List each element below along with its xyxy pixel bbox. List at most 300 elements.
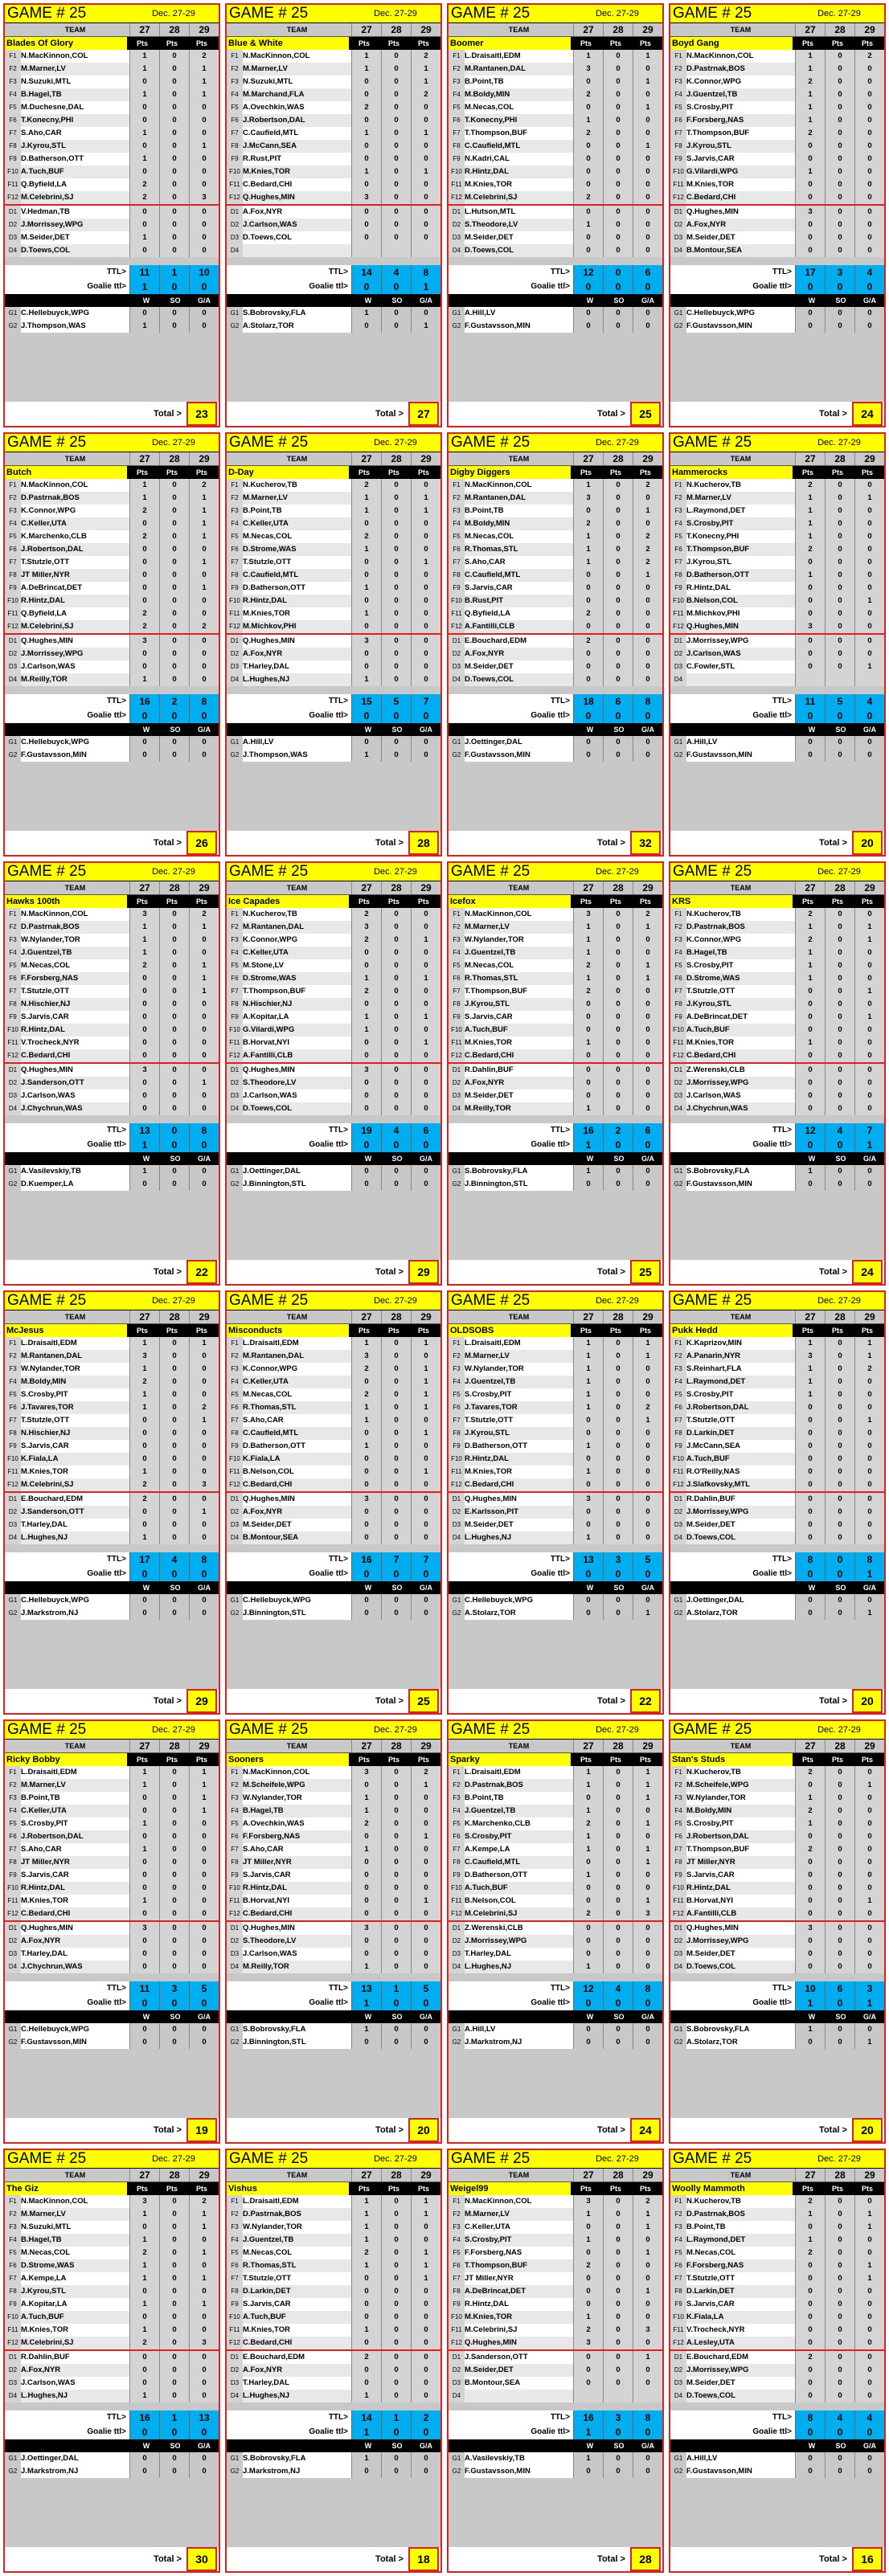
day-29-points: 0 — [633, 153, 662, 166]
day-28-points: 0 — [381, 206, 411, 219]
player-name: C.Bedard,CHI — [243, 1907, 351, 1920]
skater-row — [227, 1466, 440, 1478]
day-27-points: 0 — [129, 517, 159, 530]
day-29-points: 0 — [633, 635, 662, 648]
day-28-points: 0 — [381, 1350, 411, 1363]
goalie-total-row — [670, 2425, 884, 2439]
position-slot: F2 — [674, 494, 682, 501]
day-28-points: 0 — [159, 2377, 189, 2390]
ttl-value: 0 — [159, 1123, 189, 1138]
goalie-row — [5, 1178, 219, 1191]
goalie-name: S.Bobrovsky,FLA — [243, 2452, 351, 2465]
day-28-points: 0 — [825, 219, 854, 231]
player-name: Q.Hughes,MIN — [243, 635, 351, 648]
player-name: C.Bedard,CHI — [243, 1478, 351, 1491]
shutouts-value: 0 — [825, 320, 854, 333]
position-slot: D2 — [8, 221, 18, 228]
day-28-points: 0 — [159, 1961, 189, 1973]
goalie-ttl-value: 1 — [351, 1996, 381, 2010]
skater-row — [227, 50, 440, 63]
goalie-name: A.Hill,LV — [243, 736, 351, 749]
day-28-points: 0 — [381, 517, 411, 530]
day-29-points: 0 — [633, 231, 662, 244]
skater-row — [670, 50, 884, 63]
player-name: D.Toews,COL — [686, 1531, 795, 1544]
wins-label: W — [364, 2013, 372, 2021]
day-27-points: 3 — [351, 1766, 381, 1779]
date-29-label: 29 — [411, 881, 440, 894]
skater-row — [5, 1920, 219, 1935]
day-29-points: 0 — [854, 1818, 884, 1830]
day-29-points: 0 — [854, 219, 884, 231]
skater-row — [449, 2337, 662, 2349]
position-slot: F11 — [7, 610, 18, 617]
shutouts-value: 0 — [381, 1165, 411, 1178]
skater-row — [670, 1401, 884, 1414]
player-name: W.Nylander,TOR — [243, 2221, 351, 2234]
skater-row — [449, 543, 662, 556]
day-28-points: 0 — [825, 2247, 854, 2259]
day-28-points: 0 — [381, 985, 411, 998]
skater-row — [670, 2234, 884, 2247]
day-28-points: 0 — [603, 1350, 633, 1363]
day-27-points: 0 — [573, 166, 603, 178]
position-slot: F11 — [229, 2326, 240, 2333]
position-slot: F8 — [9, 1000, 17, 1008]
player-name: J.Slafkovsky,MTL — [686, 1478, 795, 1491]
goalie-header-row — [670, 1152, 884, 1165]
day-29-points: 0 — [633, 1830, 662, 1843]
skater-row — [227, 191, 440, 204]
position-slot: F1 — [674, 52, 682, 59]
day-27-points: 0 — [351, 206, 381, 219]
day-29-points: 0 — [633, 1090, 662, 1102]
day-27-points: 0 — [129, 660, 159, 673]
day-27-points: 2 — [351, 2351, 381, 2364]
goals-against-label: G/A — [419, 1584, 432, 1592]
ttl-value: 7 — [411, 694, 440, 709]
day-29-points: 3 — [189, 1478, 219, 1491]
day-29-points: 0 — [633, 2377, 662, 2390]
position-slot: F11 — [451, 2326, 462, 2333]
skater-row — [449, 1363, 662, 1376]
game-number: GAME # 25 — [229, 434, 309, 451]
skater-row — [5, 1478, 219, 1491]
day-27-points: 1 — [351, 63, 381, 76]
day-28-points: 0 — [381, 1766, 411, 1779]
day-29-points: 0 — [189, 1895, 219, 1907]
position-slot: F2 — [453, 2210, 461, 2218]
player-name: J.Morrissey,WPG — [686, 1935, 795, 1948]
day-29-points: 0 — [411, 479, 440, 492]
skater-row — [670, 582, 884, 595]
player-name: J.Kyrou,STL — [686, 556, 795, 569]
skater-row — [449, 1414, 662, 1427]
day-28-points: 0 — [159, 101, 189, 114]
game-dates: Dec. 27-29 — [152, 2154, 195, 2164]
skater-row — [449, 1102, 662, 1115]
day-27-points: 0 — [795, 985, 825, 998]
player-name: T.Thompson,BUF — [686, 127, 795, 140]
team-column-label: TEAM — [508, 1742, 530, 1750]
pts-label: Pts — [822, 1753, 852, 1766]
player-name: T.Stutzle,OTT — [686, 2272, 795, 2285]
position-slot: F12 — [229, 1910, 240, 1917]
day-27-points: 3 — [795, 206, 825, 219]
day-27-points: 1 — [129, 50, 159, 63]
position-slot: F5 — [674, 533, 682, 540]
day-28-points: 0 — [603, 140, 633, 153]
goalie-ttl-value: 1 — [129, 280, 159, 294]
card-header — [227, 1721, 440, 1740]
day-28-points: 0 — [159, 1102, 189, 1115]
day-29-points: 0 — [411, 947, 440, 959]
skater-row — [670, 1830, 884, 1843]
position-slot: F1 — [453, 1768, 461, 1776]
day-28-points: 0 — [603, 934, 633, 947]
position-slot: F5 — [453, 1391, 461, 1398]
player-name: J.Kyrou,STL — [465, 1427, 573, 1440]
skater-row — [227, 1401, 440, 1414]
skater-row — [670, 673, 884, 686]
skater-row — [5, 63, 219, 76]
date-27-label: 27 — [573, 881, 603, 894]
goalie-header-row — [5, 1581, 219, 1594]
date-29-label: 29 — [633, 2169, 662, 2181]
ttl-value: 4 — [854, 265, 884, 280]
position-slot: D3 — [674, 1521, 683, 1528]
day-28-points: 0 — [381, 1779, 411, 1792]
column-header-row — [670, 1740, 884, 1753]
day-28-points: 0 — [159, 231, 189, 244]
day-28-points: 0 — [159, 479, 189, 492]
ttl-label: TTL> — [772, 697, 792, 705]
skater-row — [670, 517, 884, 530]
position-slot: F10 — [229, 2313, 240, 2320]
day-28-points: 0 — [381, 569, 411, 582]
day-29-points: 1 — [854, 492, 884, 505]
day-28-points: 0 — [381, 1792, 411, 1805]
total-row — [449, 831, 662, 855]
skater-row — [449, 660, 662, 673]
position-slot: D4 — [8, 1105, 18, 1112]
day-28-points: 0 — [381, 1427, 411, 1440]
team-name: Boomer — [449, 37, 571, 50]
skater-row — [227, 934, 440, 947]
day-28-points: 0 — [381, 673, 411, 686]
date-27-label: 27 — [129, 1740, 159, 1752]
skater-total-row — [449, 1552, 662, 1567]
wins-value: 0 — [795, 1607, 825, 1620]
day-29-points: 1 — [189, 2247, 219, 2259]
day-27-points: 1 — [573, 2208, 603, 2221]
day-27-points: 3 — [795, 1350, 825, 1363]
player-name: T.Harley,DAL — [243, 2377, 351, 2390]
day-28-points: 0 — [825, 1779, 854, 1792]
day-27-points: 0 — [795, 2298, 825, 2311]
goals-against-label: G/A — [419, 296, 432, 305]
position-slot: F6 — [9, 2262, 17, 2269]
day-28-points: 0 — [381, 166, 411, 178]
goalie-total-row — [670, 1138, 884, 1152]
day-29-points: 1 — [189, 1414, 219, 1427]
wins-value: 0 — [573, 2023, 603, 2036]
day-27-points: 1 — [573, 1766, 603, 1779]
skater-row — [670, 1077, 884, 1090]
skater-row — [5, 140, 219, 153]
day-28-points: 0 — [825, 140, 854, 153]
wins-label: W — [808, 1584, 816, 1592]
ttl-label: TTL> — [550, 1555, 570, 1564]
skater-total-row — [670, 1981, 884, 1996]
day-29-points — [854, 673, 884, 686]
ttl-value: 15 — [351, 694, 381, 709]
player-name: A.Fantilli,CLB — [243, 1049, 351, 1062]
day-29-points: 0 — [633, 673, 662, 686]
pts-label: Pts — [349, 2182, 379, 2195]
player-name: M.Marner,LV — [21, 1779, 129, 1792]
day-28-points: 0 — [159, 219, 189, 231]
day-28-points: 0 — [603, 1090, 633, 1102]
day-27-points: 0 — [351, 2377, 381, 2390]
position-slot: F3 — [674, 2223, 682, 2230]
day-27-points: 3 — [129, 2195, 159, 2208]
position-slot: F9 — [674, 1013, 682, 1020]
day-27-points: 0 — [795, 2364, 825, 2377]
position-slot: F3 — [231, 1794, 239, 1801]
day-29-points: 0 — [854, 648, 884, 660]
day-27-points: 0 — [795, 1531, 825, 1544]
goalie-row — [5, 2452, 219, 2465]
pts-label: Pts — [630, 466, 660, 479]
skater-row — [227, 569, 440, 582]
player-name: A.Kopitar,LA — [243, 1011, 351, 1024]
position-slot: F12 — [229, 623, 240, 630]
position-slot: F8 — [453, 142, 461, 149]
day-28-points: 0 — [381, 2351, 411, 2364]
position-slot: G1 — [452, 1597, 461, 1604]
total-value: 29 — [186, 1689, 217, 1713]
position-slot: D1 — [230, 1066, 240, 1073]
position-slot: D4 — [452, 1963, 461, 1970]
day-27-points: 0 — [795, 2285, 825, 2298]
shutouts-label: SO — [170, 1584, 181, 1592]
day-29-points: 0 — [189, 1388, 219, 1401]
day-27-points: 1 — [573, 50, 603, 63]
player-name: T.Thompson,BUF — [686, 543, 795, 556]
player-name: S.Theodore,LV — [243, 1077, 351, 1090]
day-27-points: 0 — [129, 569, 159, 582]
wins-label: W — [364, 1584, 372, 1592]
day-28-points: 0 — [381, 921, 411, 934]
player-name: L.Hughes,NJ — [465, 1531, 573, 1544]
player-name: A.Fox,NYR — [21, 2364, 129, 2377]
position-slot: F1 — [453, 1339, 461, 1347]
player-name: M.Seider,DET — [465, 1090, 573, 1102]
player-name: C.Bedard,CHI — [465, 1478, 573, 1491]
day-29-points: 0 — [189, 1011, 219, 1024]
skater-row — [5, 1011, 219, 1024]
player-name: M.Boldy,MIN — [465, 517, 573, 530]
day-28-points: 0 — [159, 1856, 189, 1869]
day-27-points: 2 — [351, 934, 381, 947]
day-29-points: 1 — [854, 595, 884, 607]
day-28-points: 0 — [603, 1478, 633, 1491]
total-row — [670, 831, 884, 855]
day-29-points: 0 — [633, 1011, 662, 1024]
day-27-points: 3 — [129, 1350, 159, 1363]
shutouts-value: 0 — [381, 320, 411, 333]
position-slot: G2 — [452, 2038, 461, 2046]
day-27-points: 0 — [129, 1077, 159, 1090]
skater-row — [5, 178, 219, 191]
day-29-points: 2 — [411, 50, 440, 63]
day-27-points: 0 — [795, 153, 825, 166]
day-27-points: 3 — [795, 1922, 825, 1935]
position-slot: F4 — [231, 2236, 239, 2243]
player-name: N.MacKinnon,COL — [686, 50, 795, 63]
player-name: J.Robertson,DAL — [21, 543, 129, 556]
skater-total-row — [5, 1981, 219, 1996]
day-28-points: 0 — [603, 1102, 633, 1115]
day-28-points: 0 — [159, 1049, 189, 1062]
skater-row — [670, 1869, 884, 1882]
player-name: E.Karlsson,PIT — [465, 1506, 573, 1519]
game-dates: Dec. 27-29 — [152, 438, 195, 448]
skater-row — [449, 244, 662, 257]
ttl-value: 10 — [189, 265, 219, 280]
day-27-points: 0 — [351, 569, 381, 582]
date-27-label: 27 — [129, 881, 159, 894]
day-27-points: 1 — [129, 2324, 159, 2337]
player-name: J.Morrissey,WPG — [21, 648, 129, 660]
day-28-points: 0 — [159, 1440, 189, 1453]
shutouts-value: 0 — [381, 2036, 411, 2049]
total-value: 22 — [630, 1689, 661, 1713]
day-28-points: 0 — [603, 1077, 633, 1090]
wins-label: W — [142, 1584, 150, 1592]
day-29-points: 0 — [411, 219, 440, 231]
team-card — [3, 432, 220, 857]
goals-against-value: 0 — [189, 2465, 219, 2478]
position-slot: F8 — [9, 1858, 17, 1866]
goalie-name: J.Binnington,STL — [243, 2036, 351, 2049]
goalie-row — [670, 320, 884, 333]
total-row — [670, 2118, 884, 2142]
ttl-value: 1 — [381, 2410, 411, 2425]
total-row — [227, 831, 440, 855]
day-28-points: 0 — [603, 127, 633, 140]
player-name: N.Suzuki,MTL — [243, 76, 351, 88]
skater-row — [227, 2195, 440, 2208]
skater-row — [227, 1766, 440, 1779]
total-label: Total > — [819, 838, 847, 848]
team-name: Misconducts — [227, 1324, 349, 1337]
day-27-points: 1 — [573, 1805, 603, 1818]
shutouts-label: SO — [391, 1584, 403, 1592]
goals-against-value: 0 — [633, 320, 662, 333]
position-slot: G2 — [230, 2468, 240, 2475]
player-name: K.Connor,WPG — [686, 934, 795, 947]
day-27-points: 0 — [129, 1506, 159, 1519]
team-name: Weigel99 — [449, 2182, 571, 2195]
goals-against-value: 0 — [411, 1178, 440, 1191]
day-28-points: 0 — [381, 492, 411, 505]
game-dates: Dec. 27-29 — [817, 1725, 861, 1735]
team-card — [225, 432, 442, 857]
date-28-label: 28 — [159, 1310, 189, 1323]
day-27-points: 0 — [129, 1869, 159, 1882]
day-29-points: 1 — [411, 1466, 440, 1478]
day-29-points: 0 — [854, 505, 884, 517]
day-29-points: 0 — [854, 2337, 884, 2349]
player-name: J.Robertson,DAL — [243, 114, 351, 127]
day-28-points: 0 — [159, 959, 189, 972]
day-29-points: 0 — [189, 127, 219, 140]
day-28-points: 0 — [159, 191, 189, 204]
day-28-points: 0 — [603, 1414, 633, 1427]
day-29-points: 1 — [189, 88, 219, 101]
position-slot: D4 — [452, 1534, 461, 1541]
day-29-points: 0 — [854, 1766, 884, 1779]
day-28-points: 0 — [159, 1519, 189, 1531]
day-27-points: 1 — [129, 2259, 159, 2272]
position-slot: F6 — [453, 546, 461, 553]
skater-row — [227, 1843, 440, 1856]
team-name-row — [227, 37, 440, 50]
position-slot: F10 — [7, 168, 18, 175]
day-28-points: 0 — [381, 1506, 411, 1519]
day-27-points: 0 — [573, 1792, 603, 1805]
goalie-row — [670, 1607, 884, 1620]
player-name: D.Batherson,OTT — [243, 582, 351, 595]
wins-value: 0 — [573, 320, 603, 333]
day-28-points: 0 — [159, 492, 189, 505]
day-28-points: 0 — [159, 1077, 189, 1090]
goalie-name: D.Kuemper,LA — [21, 1178, 129, 1191]
skater-row — [5, 2285, 219, 2298]
position-slot: F9 — [231, 584, 239, 591]
day-29-points: 1 — [189, 492, 219, 505]
day-28-points: 0 — [159, 985, 189, 998]
player-name: R.Hintz,DAL — [686, 1882, 795, 1895]
position-slot: F9 — [231, 155, 239, 162]
goals-against-label: G/A — [862, 2013, 876, 2021]
day-29-points: 1 — [189, 1792, 219, 1805]
skater-row — [670, 1856, 884, 1869]
skater-list — [227, 1337, 440, 1544]
player-name: D.Pastrnak,BOS — [21, 492, 129, 505]
day-28-points: 0 — [381, 1453, 411, 1466]
goalie-header-row — [670, 1581, 884, 1594]
day-28-points: 0 — [825, 206, 854, 219]
wins-label: W — [142, 1155, 150, 1163]
position-slot: F3 — [9, 1794, 17, 1801]
skater-total-row — [5, 2410, 219, 2425]
position-slot: D3 — [8, 663, 18, 670]
goalie-ttl-value: 0 — [129, 2425, 159, 2439]
day-28-points: 0 — [825, 2221, 854, 2234]
day-27-points: 0 — [351, 140, 381, 153]
day-29-points: 1 — [854, 2221, 884, 2234]
date-28-label: 28 — [159, 452, 189, 465]
goalie-name: J.Binnington,STL — [243, 1607, 351, 1620]
wins-value: 0 — [795, 2036, 825, 2049]
column-header-row — [5, 1310, 219, 1324]
goalie-row — [5, 2036, 219, 2049]
player-name: T.Stutzle,OTT — [21, 1414, 129, 1427]
position-slot: G2 — [230, 322, 240, 329]
